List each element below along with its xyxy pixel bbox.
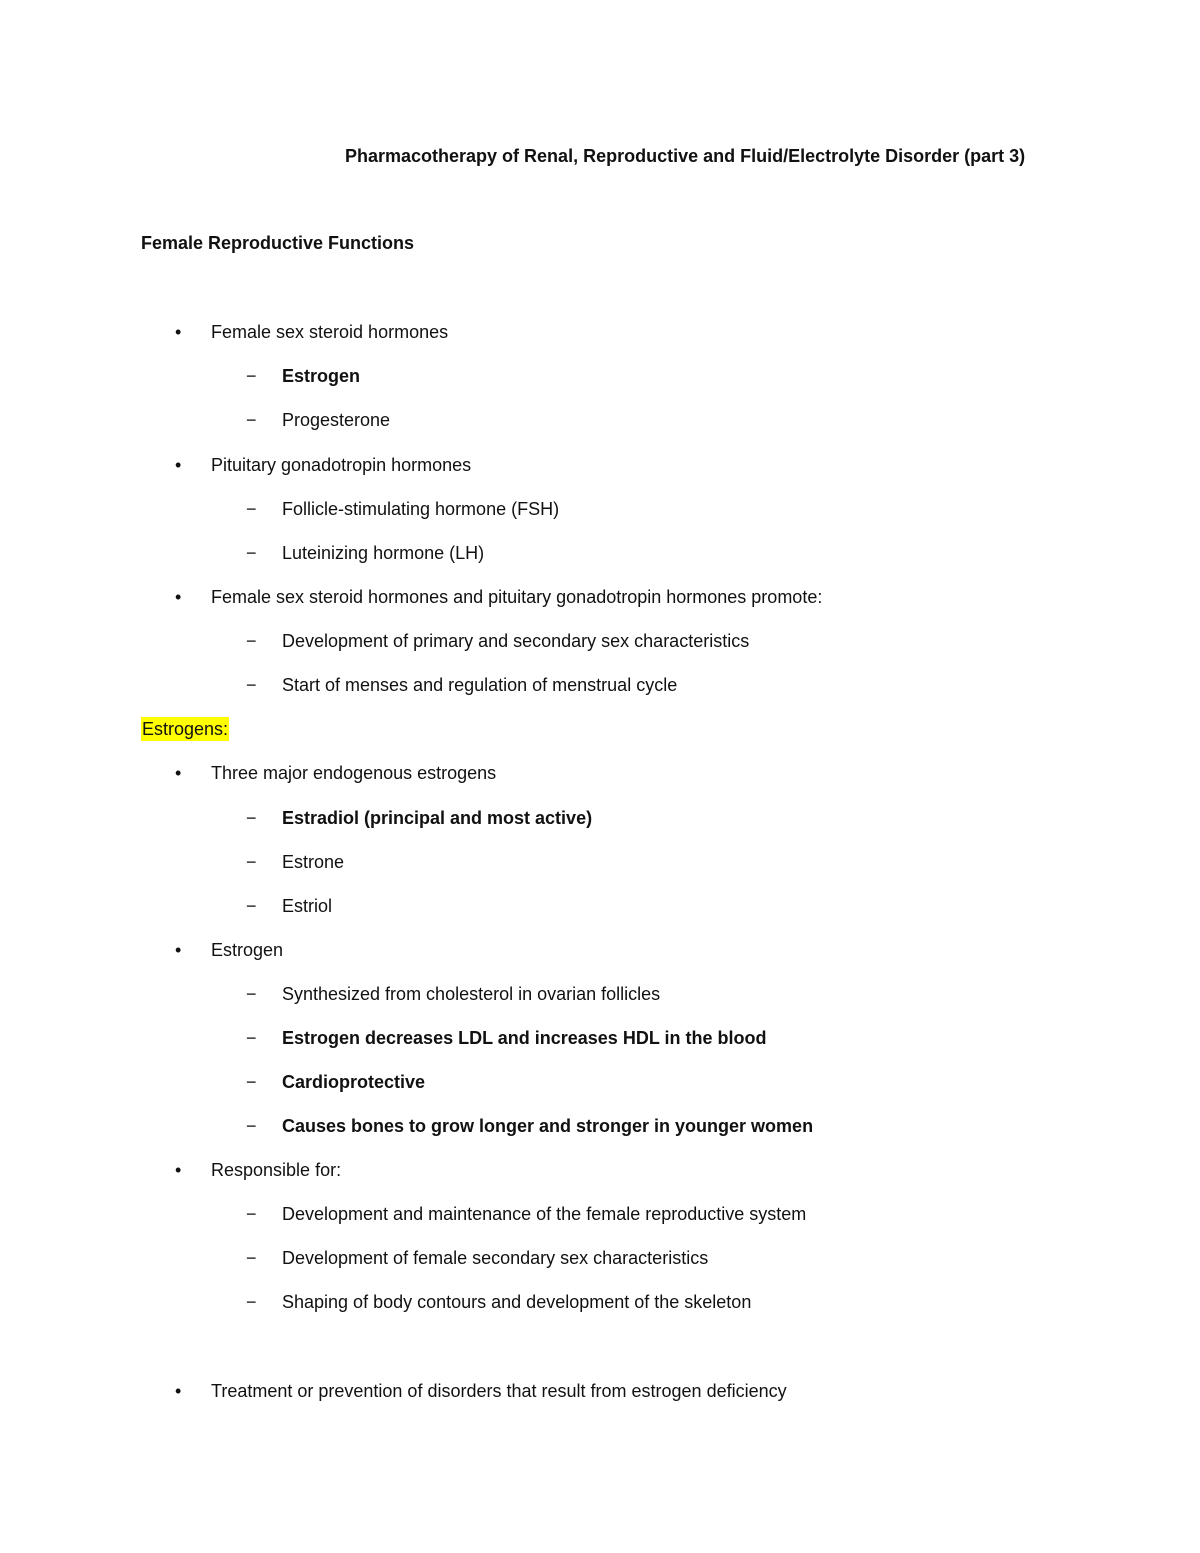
bullet-marker: • [175, 1160, 182, 1180]
subitem-synthesized: Synthesized from cholesterol in ovarian follicles [282, 984, 661, 1004]
bullet-female-sex-steroid-hormones: Female sex steroid hormones [211, 322, 449, 342]
bullet-estrogen: Estrogen [211, 940, 284, 960]
dash-marker: − [246, 1248, 257, 1268]
dash-marker: − [246, 1116, 257, 1136]
bullet-hormones-promote: Female sex steroid hormones and pituitary gonadotropin hormones promote: [211, 587, 823, 607]
dash-marker: − [246, 1292, 257, 1312]
dash-marker: − [246, 852, 257, 872]
subitem-menses: Start of menses and regulation of menstrual cycle [282, 675, 678, 695]
section-heading-female-reproductive-functions: Female Reproductive Functions [141, 233, 415, 253]
subitem-body-contours: Shaping of body contours and development of the skeleton [282, 1292, 752, 1312]
bullet-marker: • [175, 1381, 182, 1401]
bullet-marker: • [175, 587, 182, 607]
subitem-sex-characteristics: Development of primary and secondary sex characteristics [282, 631, 750, 651]
bullet-marker: • [175, 455, 182, 475]
dash-marker: − [246, 1028, 257, 1048]
subitem-lh: Luteinizing hormone (LH) [282, 543, 485, 563]
subitem-estriol: Estriol [282, 896, 333, 916]
subitem-cardioprotective: Cardioprotective [282, 1072, 426, 1092]
dash-marker: − [246, 543, 257, 563]
bullet-pituitary-gonadotropin-hormones: Pituitary gonadotropin hormones [211, 455, 472, 475]
subitem-estrogen: Estrogen [282, 366, 361, 386]
subitem-bones: Causes bones to grow longer and stronger in younger women [282, 1116, 814, 1136]
dash-marker: − [246, 631, 257, 651]
bullet-treatment-prevention: Treatment or prevention of disorders that result from estrogen deficiency [211, 1381, 787, 1401]
dash-marker: − [246, 675, 257, 695]
dash-marker: − [246, 808, 257, 828]
subitem-ldl-hdl: Estrogen decreases LDL and increases HDL in the blood [282, 1028, 767, 1048]
dash-marker: − [246, 1072, 257, 1092]
estrogens-heading: Estrogens: [142, 719, 229, 739]
dash-marker: − [246, 984, 257, 1004]
dash-marker: − [246, 896, 257, 916]
dash-marker: − [246, 1204, 257, 1224]
bullet-marker: • [175, 322, 182, 342]
subitem-estrone: Estrone [282, 852, 345, 872]
bullet-responsible-for: Responsible for: [211, 1160, 342, 1180]
bullet-marker: • [175, 763, 182, 783]
subitem-estradiol: Estradiol (principal and most active) [282, 808, 593, 828]
subitem-fsh: Follicle-stimulating hormone (FSH) [282, 499, 560, 519]
subitem-secondary-sex-characteristics: Development of female secondary sex characteristics [282, 1248, 709, 1268]
subitem-reproductive-system: Development and maintenance of the female reproductive system [282, 1204, 807, 1224]
document-title: Pharmacotherapy of Renal, Reproductive and Fluid/Electrolyte Disorder (part 3) [345, 146, 1026, 166]
bullet-three-major-estrogens: Three major endogenous estrogens [211, 763, 497, 783]
subitem-progesterone: Progesterone [282, 410, 391, 430]
dash-marker: − [246, 499, 257, 519]
dash-marker: − [246, 366, 257, 386]
dash-marker: − [246, 410, 257, 430]
bullet-marker: • [175, 940, 182, 960]
